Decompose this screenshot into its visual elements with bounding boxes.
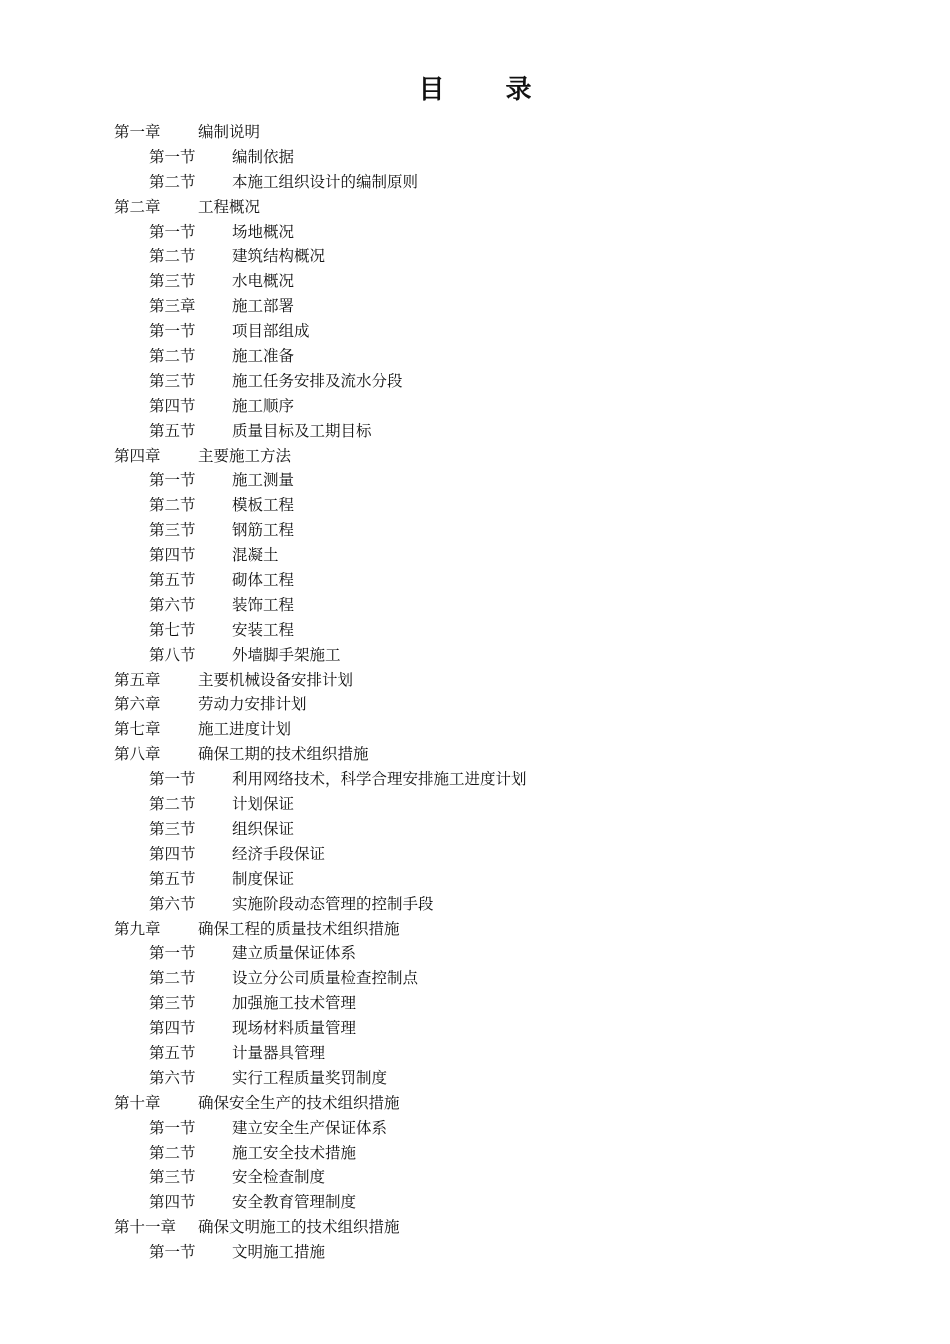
toc-entry-title: 确保文明施工的技术组织措施 <box>198 1218 400 1237</box>
toc-entry-number: 第五章 <box>114 670 161 689</box>
toc-section-entry <box>0 493 950 518</box>
toc-section-entry <box>0 468 950 493</box>
toc-entry-number: 第八节 <box>149 645 196 664</box>
toc-entry-title: 计量器具管理 <box>232 1043 326 1062</box>
toc-section-entry <box>0 344 950 369</box>
toc-section-entry <box>0 643 950 668</box>
toc-entry-title: 装饰工程 <box>232 595 295 614</box>
toc-entry-title: 计划保证 <box>232 795 295 814</box>
toc-entry-title: 编制依据 <box>232 147 295 166</box>
toc-section-entry <box>0 1190 950 1215</box>
toc-entry-number: 第九章 <box>114 919 161 938</box>
toc-entry-number: 第六节 <box>149 1068 196 1087</box>
toc-entry-number: 第五节 <box>149 571 196 590</box>
toc-section-entry <box>0 618 950 643</box>
toc-entry-number: 第一节 <box>149 322 196 341</box>
page-title: 目 录 <box>418 75 558 105</box>
toc-entry-title: 确保安全生产的技术组织措施 <box>198 1093 400 1112</box>
toc-entry-number: 第一节 <box>149 770 196 789</box>
toc-section-entry <box>0 1240 950 1265</box>
toc-entry-number: 第一节 <box>149 944 196 963</box>
toc-chapter-entry <box>0 692 950 717</box>
toc-entry-number: 第三节 <box>149 819 196 838</box>
toc-chapter-entry <box>0 917 950 942</box>
toc-entry-title: 现场材料质量管理 <box>232 1019 357 1038</box>
toc-entry-title: 施工测量 <box>232 471 295 490</box>
toc-section-entry <box>0 1116 950 1141</box>
toc-entry-title: 主要施工方法 <box>198 446 292 465</box>
toc-entry-title: 安装工程 <box>232 620 295 639</box>
toc-section-entry <box>0 369 950 394</box>
toc-entry-number: 第三节 <box>149 1168 196 1187</box>
toc-chapter-entry <box>0 444 950 469</box>
toc-entry-title: 实行工程质量奖罚制度 <box>232 1068 388 1087</box>
toc-entry-number: 第四节 <box>149 396 196 415</box>
toc-section-entry <box>0 1141 950 1166</box>
toc-entry-title: 施工任务安排及流水分段 <box>232 371 403 390</box>
toc-section-entry <box>0 543 950 568</box>
toc-section-entry <box>0 170 950 195</box>
toc-section-entry <box>0 991 950 1016</box>
toc-section-entry <box>0 145 950 170</box>
toc-entry-number: 第七章 <box>114 720 161 739</box>
toc-entry-title: 钢筋工程 <box>232 521 295 540</box>
toc-entry-title: 安全检查制度 <box>232 1168 326 1187</box>
toc-entry-title: 施工准备 <box>232 347 295 366</box>
toc-entry-title: 模板工程 <box>232 496 295 515</box>
toc-entry-title: 劳动力安排计划 <box>198 695 307 714</box>
toc-section-entry <box>0 1165 950 1190</box>
toc-entry-title: 主要机械设备安排计划 <box>198 670 354 689</box>
toc-section-entry <box>0 244 950 269</box>
toc-entry-number: 第二节 <box>149 496 196 515</box>
toc-entry-number: 第五节 <box>149 421 196 440</box>
toc-section-entry <box>0 319 950 344</box>
toc-entry-number: 第二节 <box>149 1143 196 1162</box>
toc-entry-title: 建立安全生产保证体系 <box>232 1118 388 1137</box>
toc-entry-number: 第四节 <box>149 546 196 565</box>
toc-entry-title: 施工安全技术措施 <box>232 1143 357 1162</box>
toc-chapter-entry <box>0 120 950 145</box>
toc-section-entry <box>0 518 950 543</box>
toc-entry-number: 第二节 <box>149 795 196 814</box>
toc-section-entry <box>0 294 950 319</box>
toc-entry-number: 第一节 <box>149 222 196 241</box>
toc-section-entry <box>0 269 950 294</box>
toc-entry-title: 建筑结构概况 <box>232 247 326 266</box>
toc-entry-number: 第六章 <box>114 695 161 714</box>
toc-entry-title: 水电概况 <box>232 272 295 291</box>
toc-entry-number: 第一节 <box>149 1118 196 1137</box>
toc-entry-number: 第八章 <box>114 745 161 764</box>
toc-entry-number: 第六节 <box>149 894 196 913</box>
toc-section-entry <box>0 419 950 444</box>
toc-entry-number: 第四节 <box>149 844 196 863</box>
toc-entry-number: 第四节 <box>149 1193 196 1212</box>
toc-entry-number: 第三节 <box>149 521 196 540</box>
toc-section-entry <box>0 966 950 991</box>
toc-entry-number: 第十章 <box>114 1093 161 1112</box>
toc-entry-title: 确保工期的技术组织措施 <box>198 745 369 764</box>
toc-section-entry <box>0 1041 950 1066</box>
toc-section-entry <box>0 1016 950 1041</box>
toc-section-entry <box>0 568 950 593</box>
toc-entry-title: 施工顺序 <box>232 396 295 415</box>
toc-entry-number: 第一节 <box>149 1243 196 1262</box>
toc-entry-title: 安全教育管理制度 <box>232 1193 357 1212</box>
toc-entry-number: 第一章 <box>114 123 161 141</box>
toc-entry-number: 第五节 <box>149 869 196 888</box>
toc-entry-number: 第四章 <box>114 446 161 465</box>
toc-section-entry <box>0 394 950 419</box>
toc-entry-title: 制度保证 <box>232 869 295 888</box>
toc-entry-title: 确保工程的质量技术组织措施 <box>198 919 400 938</box>
toc-chapter-entry <box>0 1215 950 1240</box>
toc-entry-title: 设立分公司质量检查控制点 <box>232 969 419 988</box>
toc-chapter-entry <box>0 195 950 220</box>
toc-entry-title: 实施阶段动态管理的控制手段 <box>232 894 434 913</box>
toc-entry-title: 组织保证 <box>232 819 295 838</box>
toc-entry-number: 第二节 <box>149 247 196 266</box>
toc-entry-title: 砌体工程 <box>232 571 295 590</box>
toc-chapter-entry <box>0 668 950 693</box>
table-of-contents <box>0 120 950 1265</box>
toc-entry-number: 第五节 <box>149 1043 196 1062</box>
toc-entry-number: 第七节 <box>149 620 196 639</box>
toc-entry-title: 经济手段保证 <box>232 844 326 863</box>
toc-entry-title: 质量目标及工期目标 <box>232 421 372 440</box>
toc-entry-number: 第二节 <box>149 347 196 366</box>
toc-section-entry <box>0 867 950 892</box>
toc-entry-title: 建立质量保证体系 <box>232 944 357 963</box>
toc-entry-number: 第三节 <box>149 994 196 1013</box>
toc-entry-number: 第二节 <box>149 969 196 988</box>
toc-section-entry <box>0 767 950 792</box>
toc-section-entry <box>0 817 950 842</box>
toc-section-entry <box>0 1066 950 1091</box>
toc-entry-title: 施工进度计划 <box>198 720 292 739</box>
toc-entry-number: 第三章 <box>149 297 196 316</box>
toc-entry-number: 第三节 <box>149 272 196 291</box>
toc-entry-number: 第三节 <box>149 371 196 390</box>
toc-entry-number: 第二章 <box>114 197 161 216</box>
toc-entry-title: 场地概况 <box>232 222 295 241</box>
toc-entry-number: 第六节 <box>149 595 196 614</box>
toc-section-entry <box>0 941 950 966</box>
toc-entry-title: 本施工组织设计的编制原则 <box>232 172 419 191</box>
toc-entry-title: 编制说明 <box>198 123 261 141</box>
toc-entry-title: 混凝土 <box>232 546 279 565</box>
toc-entry-title: 工程概况 <box>198 197 261 216</box>
toc-entry-number: 第一节 <box>149 147 196 166</box>
toc-entry-title: 外墙脚手架施工 <box>232 645 341 664</box>
toc-section-entry <box>0 220 950 245</box>
toc-chapter-entry <box>0 742 950 767</box>
toc-entry-title: 加强施工技术管理 <box>232 994 357 1013</box>
toc-chapter-entry <box>0 717 950 742</box>
toc-chapter-entry <box>0 1091 950 1116</box>
toc-entry-number: 第十一章 <box>114 1218 177 1237</box>
toc-entry-title: 文明施工措施 <box>232 1243 326 1262</box>
toc-entry-number: 第四节 <box>149 1019 196 1038</box>
toc-entry-title: 利用网络技术，科学合理安排施工进度计划 <box>232 770 527 789</box>
toc-section-entry <box>0 593 950 618</box>
toc-entry-title: 项目部组成 <box>232 322 310 341</box>
toc-entry-number: 第二节 <box>149 172 196 191</box>
toc-entry-number: 第一节 <box>149 471 196 490</box>
toc-section-entry <box>0 842 950 867</box>
toc-section-entry <box>0 892 950 917</box>
toc-section-entry <box>0 792 950 817</box>
toc-entry-title: 施工部署 <box>232 297 295 316</box>
